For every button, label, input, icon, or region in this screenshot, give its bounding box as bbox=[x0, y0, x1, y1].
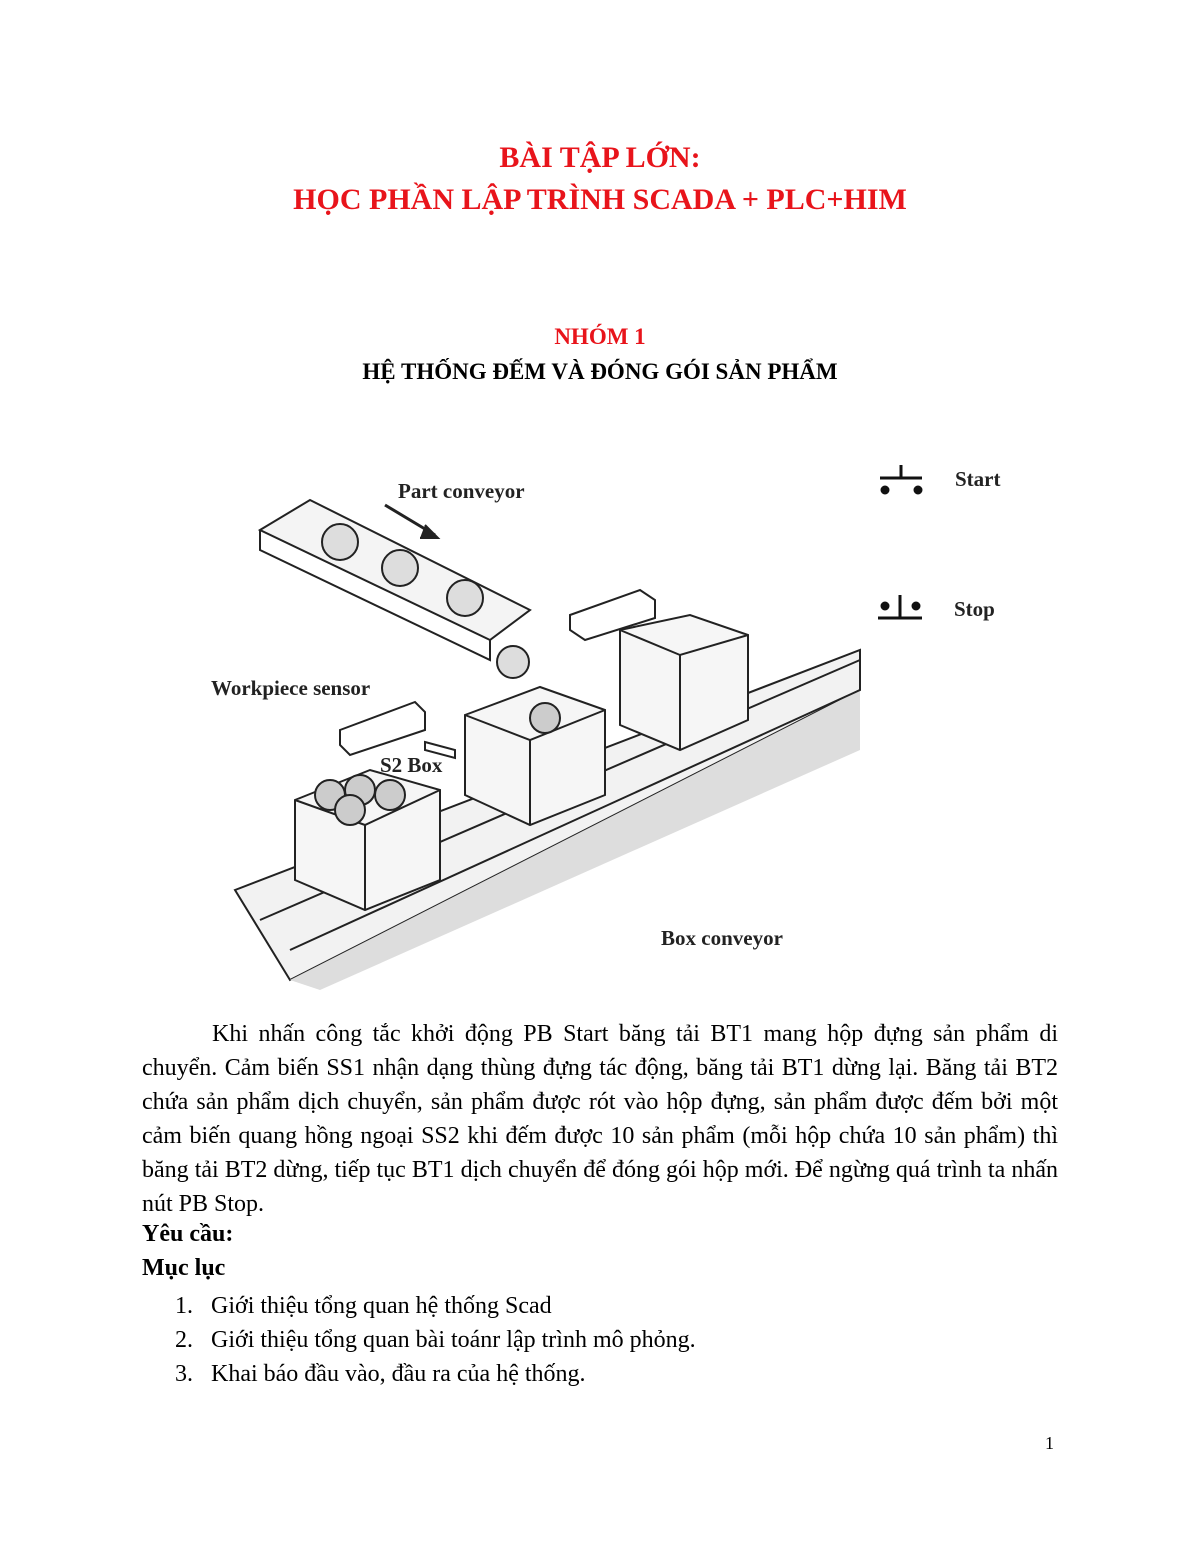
box-conveyor-label: Box conveyor bbox=[661, 926, 783, 950]
toc-heading: Mục lục bbox=[142, 1255, 226, 1281]
toc-item bbox=[175, 1323, 696, 1357]
box-full bbox=[295, 770, 440, 910]
s2-box-label: S2 Box bbox=[380, 753, 443, 777]
workpiece-sensor bbox=[340, 702, 425, 755]
toc-item bbox=[175, 1357, 696, 1391]
title-line-1: BÀI TẬP LỚN: bbox=[499, 141, 701, 174]
project-subtitle: HỆ THỐNG ĐẾM VÀ ĐÓNG GÓI SẢN PHẨM bbox=[362, 359, 838, 384]
stop-symbol bbox=[878, 595, 922, 618]
toc-number: 2. bbox=[175, 1327, 193, 1353]
title-line-2: HỌC PHẦN LẬP TRÌNH SCADA + PLC+HIM bbox=[293, 183, 907, 216]
start-symbol bbox=[880, 465, 922, 493]
toc-number: 1. bbox=[175, 1293, 193, 1319]
toc-list bbox=[175, 1289, 696, 1391]
group-heading: NHÓM 1 bbox=[554, 324, 646, 349]
toc-text: Giới thiệu tổng quan hệ thống Scad bbox=[211, 1293, 552, 1319]
toc-text: Giới thiệu tổng quan bài toánr lập trình mô phỏng. bbox=[211, 1327, 696, 1353]
workpiece-sensor-label: Workpiece sensor bbox=[211, 676, 371, 700]
page-number: 1 bbox=[1045, 1433, 1054, 1453]
conveyor-system-diagram bbox=[200, 450, 1020, 990]
falling-part bbox=[497, 646, 529, 678]
box-filling bbox=[465, 687, 605, 825]
requirements-heading: Yêu cầu: bbox=[142, 1221, 234, 1247]
toc-item bbox=[175, 1289, 696, 1323]
start-label: Start bbox=[955, 467, 1001, 491]
toc-number: 3. bbox=[175, 1361, 193, 1387]
stop-label: Stop bbox=[954, 597, 995, 621]
description-paragraph: Khi nhấn công tắc khởi động PB Start băng tải BT1 mang hộp đựng sản phẩm di chuyển. Cảm biến SS1 nhận dạng thùng đựng tác động, băng tải BT1 dừng lại. Băng tải BT2 chứa sản phẩm dịch chuyển, sản phẩm được rót vào hộp đựng, sản phẩm được đếm bởi một cảm biến quang hồng ngoại SS2 khi đếm được 10 sản phẩm (mỗi hộp chứa 10 sản phẩm) thì băng tải BT2 dừng, tiếp tục BT1 dịch chuyển để đóng gói hộp mới. Để ngừng quá trình ta nhấn nút PB Stop. bbox=[142, 1021, 1058, 1217]
part-conveyor-label: Part conveyor bbox=[398, 479, 525, 503]
toc-text: Khai báo đầu vào, đầu ra của hệ thống. bbox=[211, 1361, 586, 1387]
part-conveyor bbox=[260, 500, 530, 660]
